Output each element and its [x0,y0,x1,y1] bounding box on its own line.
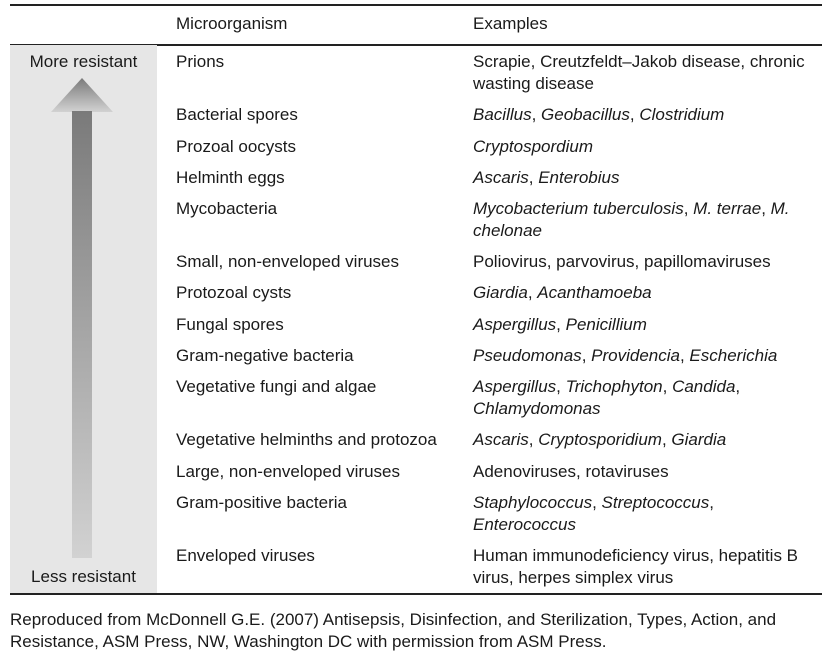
example-taxon: Trichophyton [565,377,663,396]
microorganism-cell: Small, non-enveloped viruses [176,252,400,271]
example-text: , [592,493,602,512]
example-taxon: Enterococcus [473,515,576,534]
examples-cell [473,545,818,589]
example-taxon: Cryptosporidium [538,430,662,449]
example-text: , [709,493,714,512]
up-arrow-icon [10,45,157,593]
header-microorganism: Microorganism [176,14,288,33]
example-taxon: Cryptospordium [473,137,593,156]
example-taxon: Enterobius [538,168,620,187]
example-text: , [528,168,539,187]
example-text: Poliovirus, parvovirus, papillomaviruses [473,252,771,271]
examples-cell [473,198,818,242]
example-text: , [662,377,673,396]
example-text: , [581,346,592,365]
microorganism-cell: Mycobacteria [176,199,278,218]
microorganism-cell: Prions [176,52,225,71]
example-taxon: Escherichia [689,346,778,365]
microorganism-cell: Helminth eggs [176,168,285,187]
example-taxon: Candida [672,377,736,396]
microorganism-cell: Vegetative fungi and algae [176,377,377,396]
examples-cell [473,492,818,536]
examples-cell [473,461,818,483]
example-text: , [761,199,771,218]
example-taxon: Aspergillus [473,377,557,396]
example-text: Human immunodeficiency virus, hepatitis B virus, herpes simplex virus [473,546,799,587]
resistance-arrow-panel [10,45,157,593]
microorganism-cell: Enveloped viruses [176,546,315,565]
microorganism-cell: Large, non-enveloped viruses [176,462,400,481]
examples-cell [473,429,818,451]
example-taxon: Ascaris [473,430,529,449]
examples-cell [473,376,818,420]
example-taxon: M. chelonae [473,199,790,240]
header-examples: Examples [473,14,548,33]
examples-cell [473,104,818,126]
example-text: Scrapie, Creutzfeldt–Jakob disease, chronic wasting disease [473,52,805,93]
microorganism-cell: Fungal spores [176,315,284,334]
example-taxon: Providencia [591,346,680,365]
example-taxon: Chlamydomonas [473,399,601,418]
examples-cell [473,51,818,95]
source-caption: Reproduced from McDonnell G.E. (2007) Antisepsis, Disinfection, and Sterilization, Types, Action, and Resistance, ASM Press, NW, Washington DC with permission from ASM Press. [10,610,777,651]
examples-cell [473,251,818,273]
example-text: , [527,283,538,302]
example-taxon: Penicillium [565,315,647,334]
example-taxon: Acanthamoeba [537,283,652,302]
example-text: , [735,377,741,396]
example-taxon: Ascaris [473,168,529,187]
microorganism-cell: Gram-positive bacteria [176,493,348,512]
table-bottom-rule [10,593,822,595]
microorganism-cell: Bacterial spores [176,105,298,124]
example-taxon: Clostridium [639,105,725,124]
example-taxon: Geobacillus [541,105,630,124]
example-taxon: Bacillus [473,105,532,124]
example-text: , [556,315,566,334]
example-taxon: Streptococcus [601,493,710,512]
example-taxon: Aspergillus [473,315,557,334]
less-resistant-label: Less resistant [31,567,136,586]
example-taxon: M. terrae [693,199,762,218]
example-taxon: Pseudomonas [473,346,582,365]
examples-cell [473,314,818,336]
more-resistant-label: More resistant [29,52,138,71]
table-top-rule [10,4,822,6]
examples-cell [473,282,818,304]
example-taxon: Staphylococcus [473,493,593,512]
example-text: , [556,377,566,396]
microorganism-cell: Prozoal oocysts [176,137,296,156]
example-text: , [661,430,672,449]
example-taxon: Giardia [671,430,727,449]
example-text: , [629,105,640,124]
microorganism-cell: Gram-negative bacteria [176,346,354,365]
examples-cell [473,345,818,367]
microorganism-cell: Protozoal cysts [176,283,292,302]
example-text: , [528,430,539,449]
example-text: , [679,346,690,365]
examples-cell [473,136,818,158]
example-taxon: Mycobacterium tuberculosis [473,199,684,218]
example-taxon: Giardia [473,283,528,302]
example-text: , [683,199,694,218]
example-text: , [531,105,542,124]
example-text: Adenoviruses, rotaviruses [473,462,669,481]
microorganism-cell: Vegetative helminths and protozoa [176,430,437,449]
examples-cell [473,167,818,189]
